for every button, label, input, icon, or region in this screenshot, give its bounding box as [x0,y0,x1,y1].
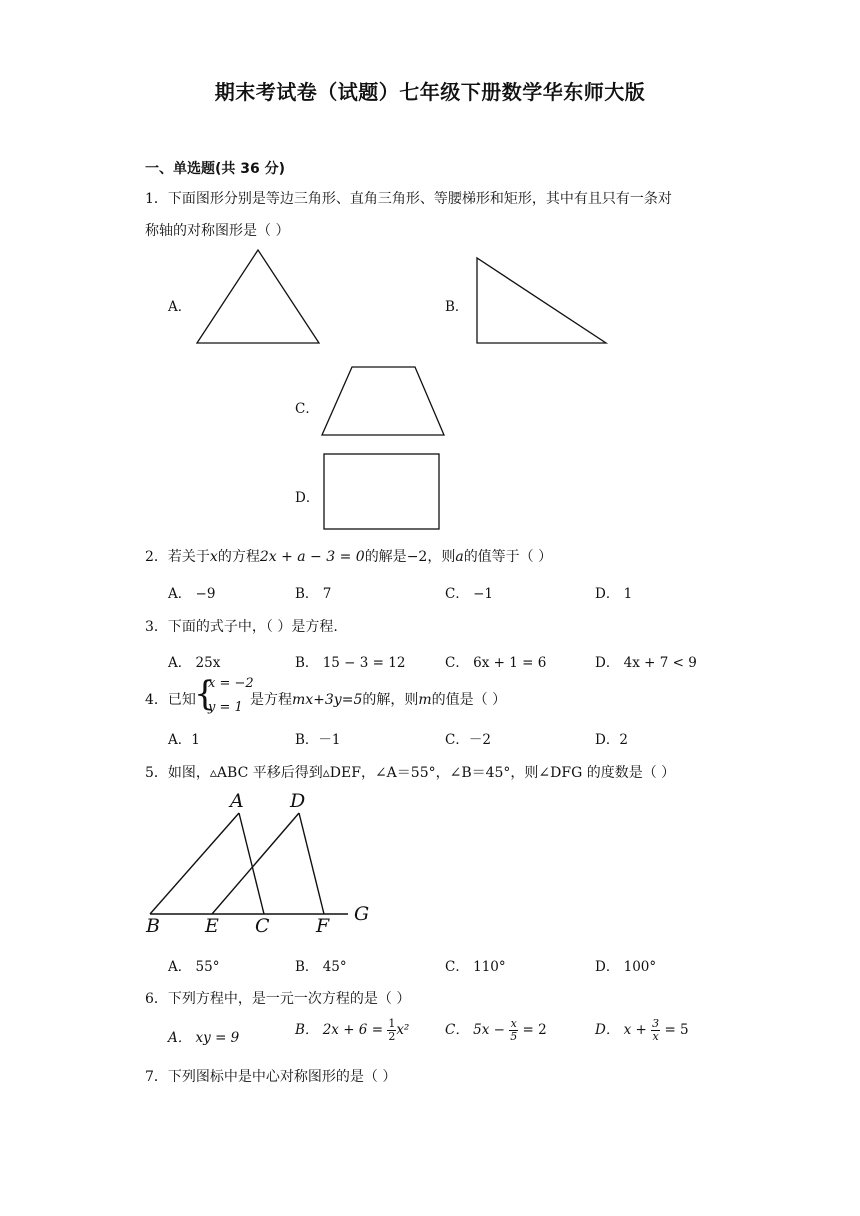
q4-prefix: 4．已知 [145,692,196,708]
q3-option-a: A． 25x [168,655,221,671]
section-heading: 一、单选题(共 36 分) [145,161,286,177]
q5-option-c: C． 110° [445,959,506,975]
q2-option-b: B． 7 [295,586,332,602]
q6-option-a: A． xy = 9 [168,1030,240,1046]
q4-option-a: A．1 [168,732,200,748]
q3-option-d: D． 4x + 7 < 9 [595,655,697,671]
q2-option-a: A． −9 [168,586,216,602]
point-label-d: D [290,790,306,812]
point-label-c: C [255,915,270,937]
point-label-e: E [205,915,219,937]
q1-option-b-label: B． [445,299,469,315]
q2-option-d: D． 1 [595,586,633,602]
q4-option-d: D．2 [595,732,628,748]
page-title: 期末考试卷（试题）七年级下册数学华东师大版 [214,80,646,104]
q4-option-b: B．－1 [295,732,341,748]
q4-option-c: C．－2 [445,732,491,748]
q4-question-rest: 是方程mx+3y=5的解，则m的值是（ ） [250,692,507,708]
system-brace: { [194,674,216,714]
q3-option-c: C． 6x + 1 = 6 [445,655,547,671]
q2-question: 2．若关于x的方程2x + a − 3 = 0的解是−2，则a的值等于（ ） [145,549,553,565]
point-label-a: A [230,790,244,812]
q1-option-a-label: A． [168,299,192,315]
point-label-b: B [146,915,160,937]
q3-option-b: B． 15 − 3 = 12 [295,655,406,671]
q1-option-d-label: D． [295,490,320,506]
q5-option-a: A． 55° [168,959,220,975]
q2-option-c: C． −1 [445,586,494,602]
q4-eq2: y = 1 [208,700,243,715]
q6-option-d: D． x + $\frac{3}{x}$ = 5 [595,1017,689,1043]
point-label-f: F [316,915,330,937]
q1-option-c-label: C． [295,401,319,417]
q5-option-d: D． 100° [595,959,657,975]
q4-eq1: x = −2 [208,676,254,691]
q7-question: 7．下列图标中是中心对称图形的是（ ） [145,1069,397,1085]
q1-line1: 1．下面图形分别是等边三角形、直角三角形、等腰梯形和矩形，其中有且只有一条对 [145,191,672,207]
q1-line2: 称轴的对称图形是（ ） [145,223,290,239]
q6-option-c: C． 5x − $\frac{x}{5}$ = 2 [445,1017,547,1043]
q5-question: 5．如图，▵ABC 平移后得到▵DEF，∠A＝55°，∠B＝45°，则∠DFG 的度数是（ ） [145,765,676,781]
point-label-g: G [354,903,370,925]
q6-option-b: B． 2x + 6 = $\frac{1}{2}$ x² [295,1017,410,1043]
q3-question: 3．下面的式子中，（ ）是方程. [145,619,338,635]
q5-option-b: B． 45° [295,959,347,975]
q6-question: 6．下列方程中，是一元一次方程的是（ ） [145,991,411,1007]
